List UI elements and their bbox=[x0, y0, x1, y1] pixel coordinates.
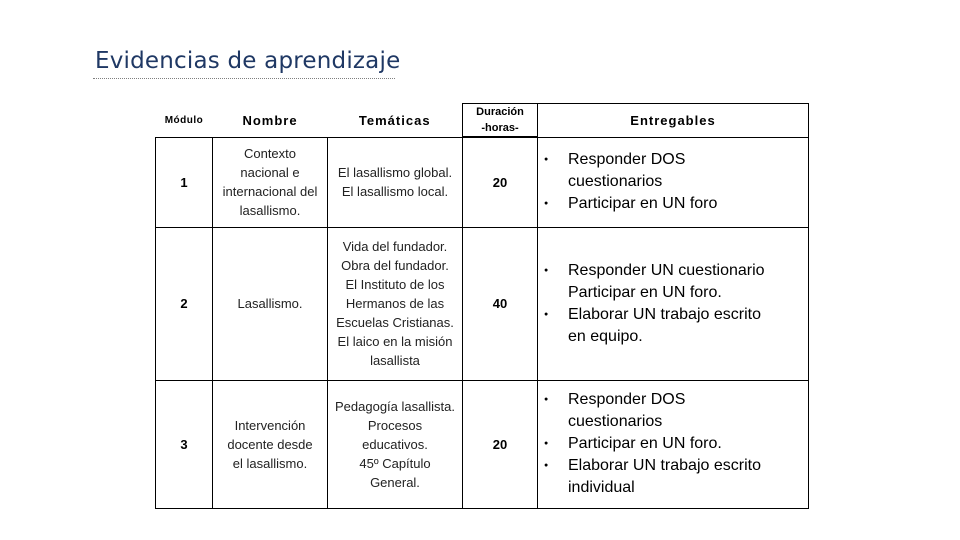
header-duracion bbox=[463, 104, 538, 138]
tematica-line: Obra del fundador. bbox=[341, 258, 449, 273]
nombre-cell bbox=[213, 137, 328, 227]
entregable-item: cuestionarios bbox=[568, 413, 663, 430]
entregables-cell bbox=[538, 137, 809, 227]
nombre-line: Contexto bbox=[243, 146, 297, 161]
title-underline bbox=[93, 78, 395, 79]
nombre-line: lasallismo. bbox=[239, 203, 301, 218]
entregables-list bbox=[538, 260, 808, 348]
entregable-item: ● Responder DOS bbox=[568, 389, 808, 411]
header-duracion-line2: -horas- bbox=[481, 122, 519, 134]
tematica-line: 45º Capítulo bbox=[359, 455, 431, 471]
tematica-line: Escuelas Cristianas. bbox=[336, 315, 454, 330]
tematica-line: Hermanos de las bbox=[345, 296, 445, 311]
table-row bbox=[156, 227, 809, 380]
entregable-item: cuestionarios bbox=[568, 173, 663, 190]
header-modulo: Módulo bbox=[164, 114, 204, 126]
modulo-cell: 1 bbox=[156, 137, 213, 227]
tematica-line: lasallista bbox=[370, 353, 420, 368]
entregable-item: individual bbox=[568, 479, 635, 496]
modulo-cell: 2 bbox=[156, 227, 213, 380]
tematica-line: General. bbox=[370, 474, 420, 490]
tematica-line: Pedagogía lasallista. bbox=[335, 398, 455, 414]
header-tematicas: Temáticas bbox=[328, 104, 463, 138]
table-row bbox=[156, 137, 809, 227]
entregables-list bbox=[538, 149, 808, 215]
entregable-item: Participar en UN foro. bbox=[568, 283, 722, 301]
tematica-line: Procesos bbox=[367, 417, 423, 433]
entregable-item: ● Responder UN cuestionario bbox=[568, 260, 808, 282]
header-nombre: Nombre bbox=[242, 112, 298, 128]
header-entregables: Entregables bbox=[538, 104, 809, 138]
duracion-cell: 20 bbox=[463, 137, 538, 227]
tematica-line: El Instituto de los bbox=[345, 277, 445, 292]
tematica-line: El laico en la misión bbox=[337, 334, 453, 349]
tematica-line: Vida del fundador. bbox=[342, 239, 448, 254]
header-row bbox=[156, 104, 809, 138]
nombre-line: Intervención bbox=[234, 417, 306, 433]
entregables-cell bbox=[538, 380, 809, 508]
nombre-cell bbox=[213, 227, 328, 380]
modulo-cell: 3 bbox=[156, 380, 213, 508]
nombre-line: docente desde bbox=[227, 436, 313, 452]
entregables-cell bbox=[538, 227, 809, 380]
tematicas-cell bbox=[328, 380, 463, 508]
duracion-cell: 20 bbox=[463, 380, 538, 508]
entregable-item: ● Elaborar UN trabajo escrito bbox=[568, 455, 808, 477]
evidence-table bbox=[155, 103, 809, 509]
tematica-line: El lasallismo local. bbox=[341, 184, 449, 199]
slide-title: Evidencias de aprendizaje bbox=[95, 48, 401, 74]
tematica-line: educativos. bbox=[362, 436, 428, 452]
nombre-line: el lasallismo. bbox=[232, 455, 308, 471]
entregable-item: ● Elaborar UN trabajo escrito bbox=[568, 304, 808, 326]
entregables-list bbox=[538, 389, 808, 499]
tematicas-cell bbox=[328, 137, 463, 227]
header-duracion-line1: Duración bbox=[476, 106, 524, 118]
nombre-line: Lasallismo. bbox=[237, 296, 303, 311]
entregable-item: en equipo. bbox=[568, 327, 643, 345]
nombre-line: internacional del bbox=[222, 184, 318, 199]
entregable-item: ● Participar en UN foro. bbox=[568, 433, 808, 455]
tematica-line: El lasallismo global. bbox=[337, 165, 453, 180]
entregable-item: ● Responder DOS bbox=[568, 149, 808, 171]
tematicas-cell bbox=[328, 227, 463, 380]
nombre-line: nacional e bbox=[240, 165, 300, 180]
nombre-cell bbox=[213, 380, 328, 508]
table-row bbox=[156, 380, 809, 508]
duracion-cell: 40 bbox=[463, 227, 538, 380]
entregable-item: ● Participar en UN foro bbox=[568, 193, 808, 215]
